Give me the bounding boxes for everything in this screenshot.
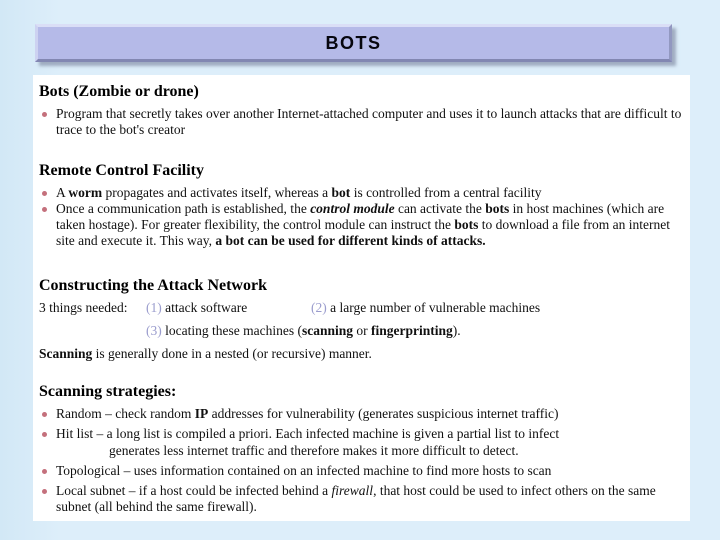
bullet-icon [42, 112, 47, 117]
section-heading-attack-network: Constructing the Attack Network [39, 277, 267, 294]
bullet-item [39, 406, 686, 422]
need-1: (1) attack software [146, 300, 248, 315]
bullet-icon [42, 432, 47, 437]
bullet-item [39, 463, 686, 479]
bullet-text: A worm propagates and activates itself, whereas a bot is controlled from a central facility [56, 185, 542, 200]
section-heading-scanning-strategies: Scanning strategies: [39, 383, 177, 400]
bullet-text: Local subnet – if a host could be infected behind a firewall, that host could be used to infect others on the same subnet (all behind the same firewall). [56, 483, 656, 514]
bullet-text: Hit list – a long list is compiled a priori. Each infected machine is given a partial list to infect [56, 426, 560, 441]
bullet-item [39, 483, 686, 515]
section-attack-network [39, 277, 686, 362]
things-needed-label: 3 things needed: [39, 300, 128, 315]
section-scanning-strategies [39, 383, 686, 515]
things-needed-line [39, 300, 686, 316]
section-heading-remote-control: Remote Control Facility [39, 162, 204, 179]
bullet-text: Once a communication path is established, the control module can activate the bots in host machines (which are taken hostage). For greater flexibility, the control module can instruct the bots to download a file from an internet site and execute it. This way, a bot can be used for different kinds of attacks. [56, 201, 670, 248]
slide-title-bar [35, 24, 672, 62]
bullet-icon [42, 207, 47, 212]
bullet-icon [42, 412, 47, 417]
bullet-icon [42, 469, 47, 474]
bullet-text: Topological – uses information contained on an infected machine to find more hosts to scan [56, 463, 552, 478]
need-2: (2) a large number of vulnerable machines [311, 300, 541, 315]
bullet-item [39, 426, 686, 442]
slide-title: BOTS [325, 32, 382, 53]
section-remote-control [39, 162, 686, 249]
section-bots [39, 83, 686, 138]
need-3-line: (3) locating these machines (scanning or fingerprinting). [146, 323, 461, 338]
bullet-text: Program that secretly takes over another Internet-attached computer and uses it to launch attacks that are difficult to trace to the bot's creator [56, 106, 682, 137]
bullet-icon [42, 191, 47, 196]
bullet-text: Random – check random IP addresses for vulnerability (generates suspicious internet traffic) [56, 406, 559, 421]
hit-list-continuation: generates less internet traffic and therefore makes it more difficult to detect. [109, 443, 519, 458]
bullet-item [39, 201, 686, 249]
slide-content [33, 75, 690, 521]
bullet-item [39, 185, 686, 201]
section-heading-bots: Bots (Zombie or drone) [39, 83, 199, 100]
scanning-note-line: Scanning is generally done in a nested (or recursive) manner. [39, 346, 372, 361]
bullet-item [39, 106, 686, 138]
bullet-icon [42, 489, 47, 494]
